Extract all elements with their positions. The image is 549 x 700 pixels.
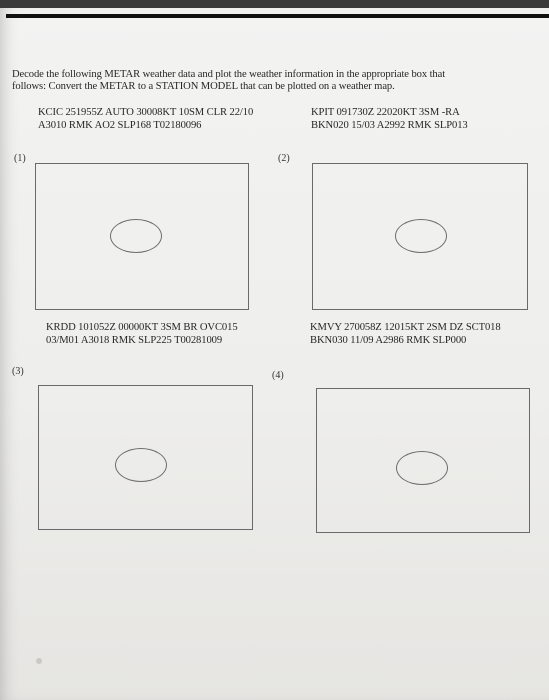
station-model-box-3[interactable]	[38, 385, 253, 530]
metar-4-line-2: BKN030 11/09 A2986 RMK SLP000	[310, 335, 467, 346]
metar-3-line-2: 03/M01 A3018 RMK SLP225 T00281009	[46, 335, 223, 346]
metar-1-line-1: KCIC 251955Z AUTO 30008KT 10SM CLR 22/10	[38, 107, 254, 118]
metar-2-line-1: KPIT 091730Z 22020KT 3SM -RA	[311, 107, 460, 118]
station-circle-1	[110, 219, 162, 253]
station-circle-4	[396, 451, 448, 485]
station-label-2: (2)	[278, 153, 290, 164]
station-model-box-1[interactable]	[35, 163, 249, 310]
instructions-line-2: follows: Convert the METAR to a STATION MODEL that can be plotted on a weather map.	[12, 81, 395, 92]
top-border-line	[6, 14, 549, 18]
station-circle-3	[115, 448, 167, 482]
paper-smudge	[36, 658, 42, 664]
metar-3-line-1: KRDD 101052Z 00000KT 3SM BR OVC015	[46, 322, 238, 333]
station-label-4: (4)	[272, 370, 284, 381]
worksheet-page	[0, 8, 549, 700]
metar-4-line-1: KMVY 270058Z 12015KT 2SM DZ SCT018	[310, 322, 501, 333]
metar-1-line-2: A3010 RMK AO2 SLP168 T02180096	[38, 120, 202, 131]
station-label-1: (1)	[14, 153, 26, 164]
metar-2-line-2: BKN020 15/03 A2992 RMK SLP013	[311, 120, 468, 131]
station-model-box-4[interactable]	[316, 388, 530, 533]
station-label-3: (3)	[12, 366, 24, 377]
station-circle-2	[395, 219, 447, 253]
instructions-line-1: Decode the following METAR weather data and plot the weather information in the appropriate box that	[12, 69, 446, 80]
station-model-box-2[interactable]	[312, 163, 528, 310]
